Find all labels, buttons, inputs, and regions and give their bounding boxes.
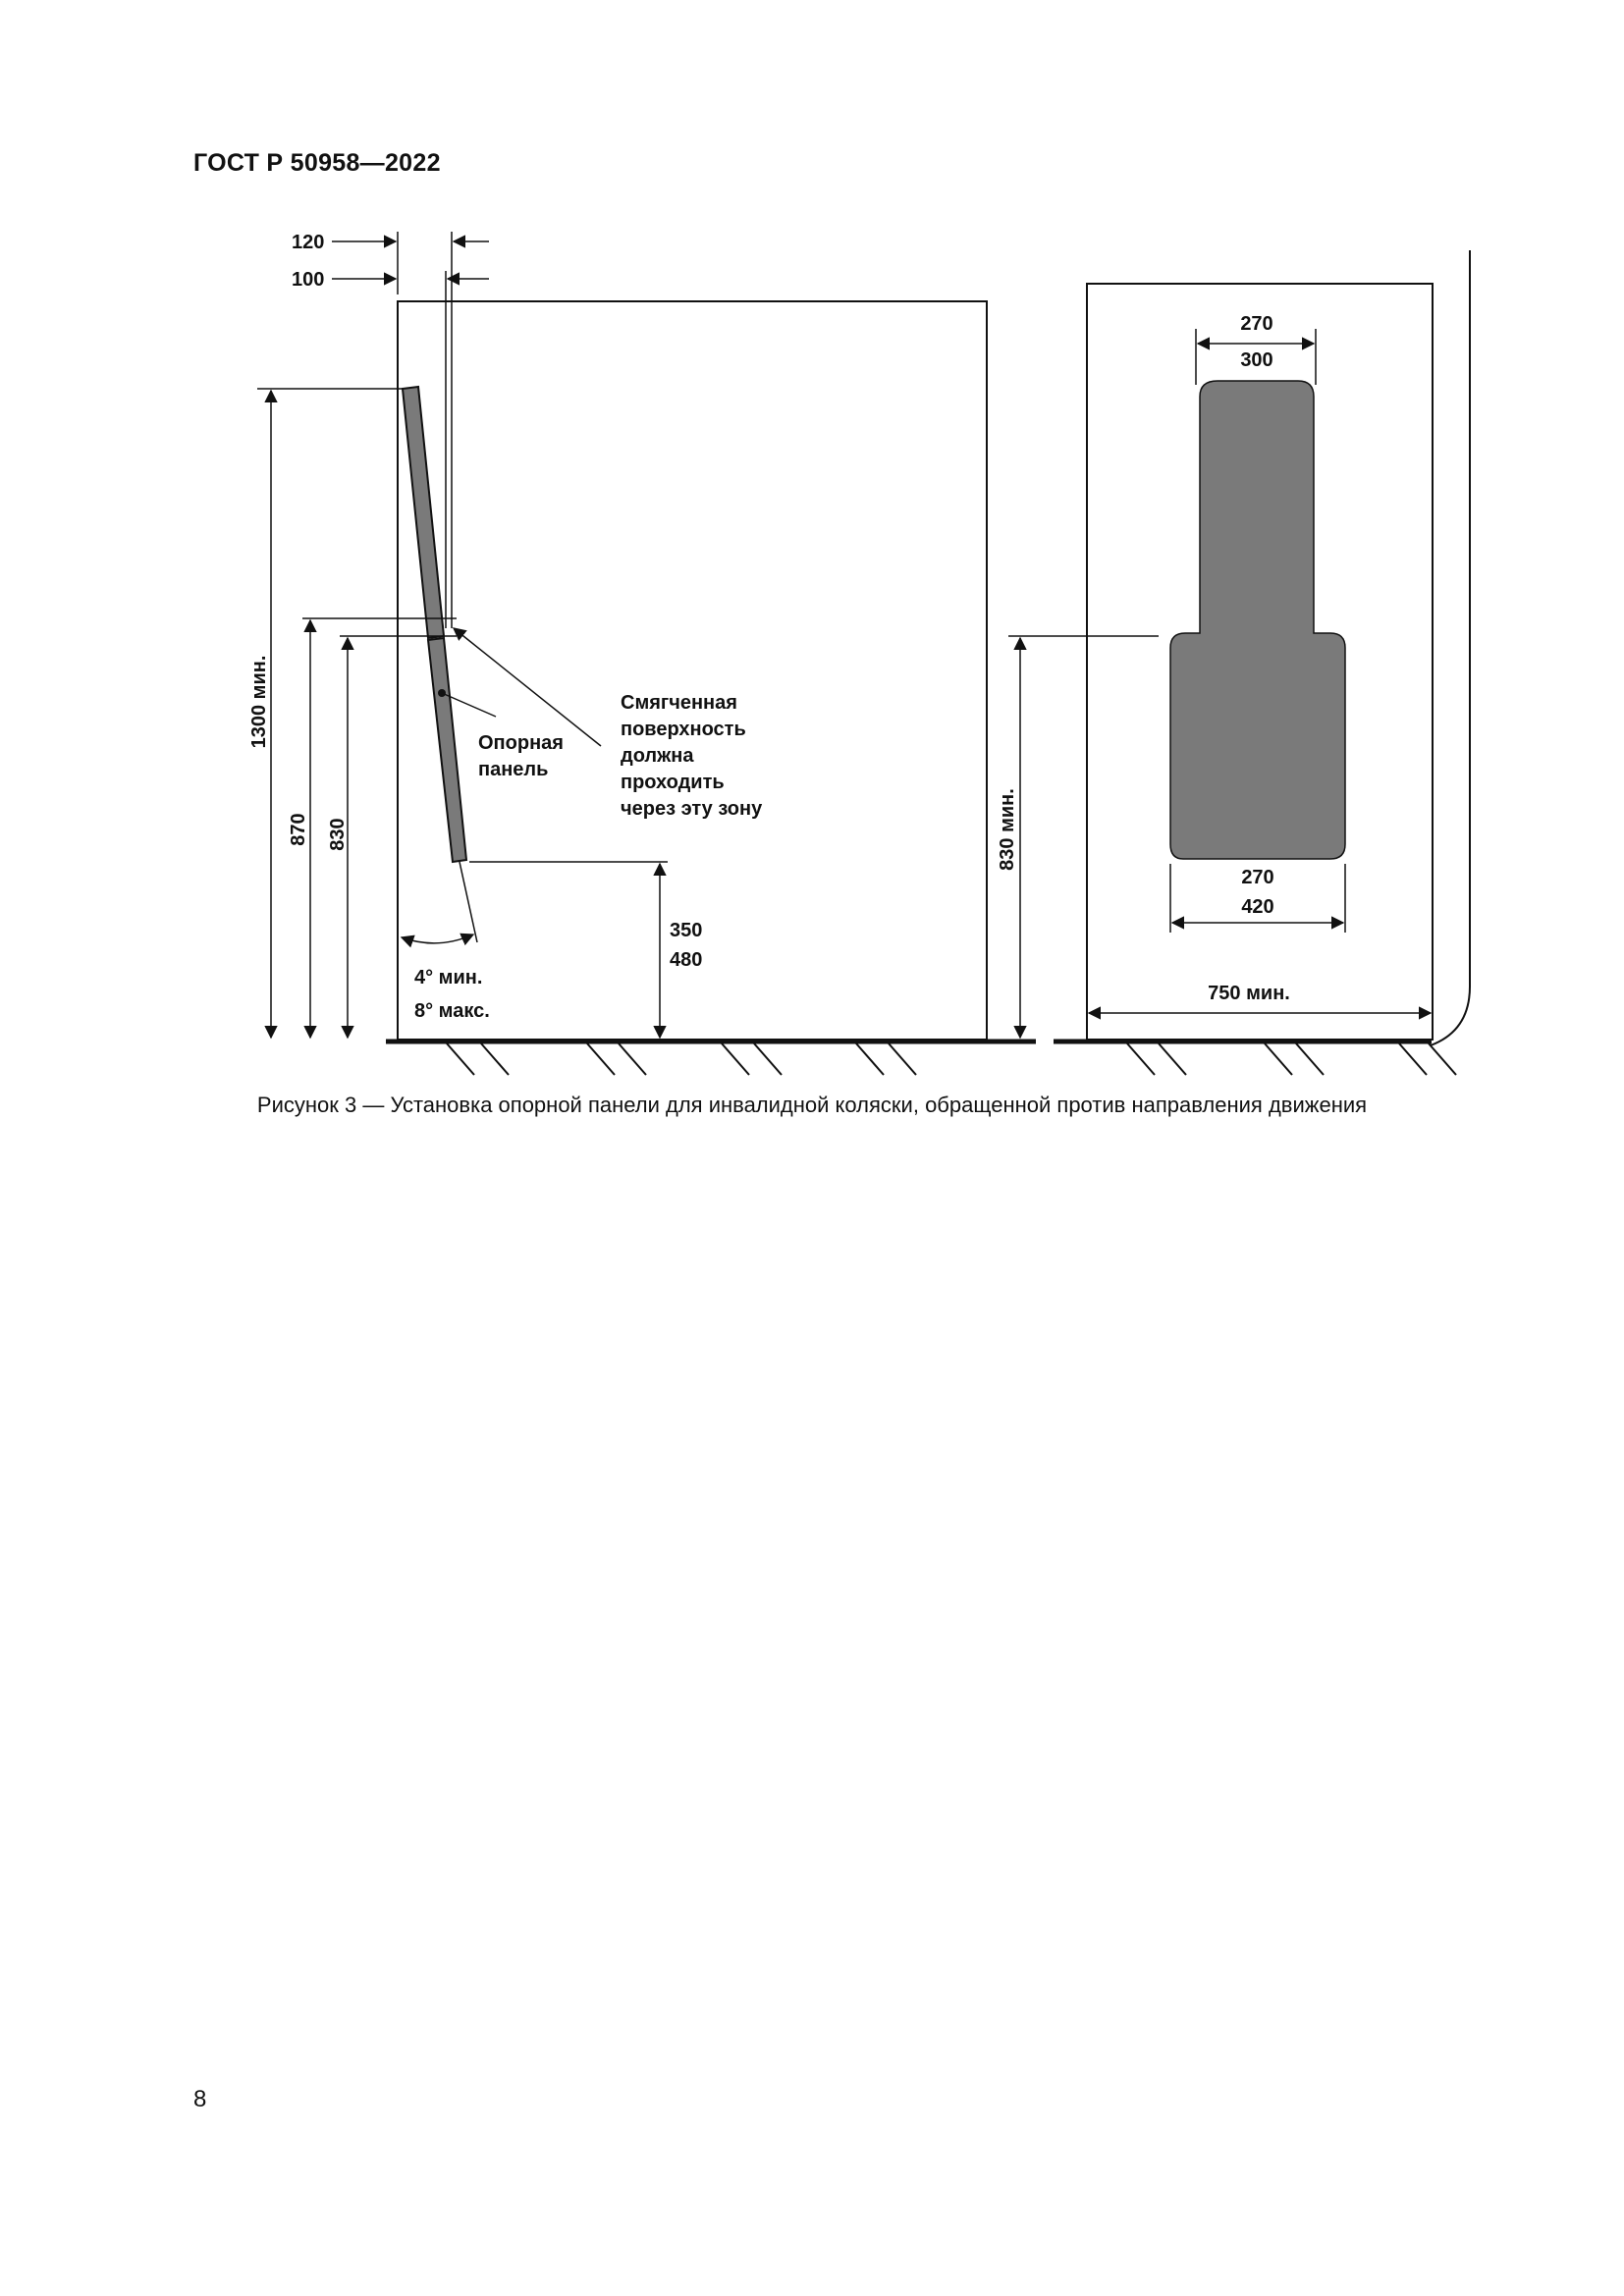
dim-1300: 1300 мин. [248, 655, 270, 749]
dim-870: 870 [288, 813, 309, 846]
note-line-5: через эту зону [621, 798, 763, 820]
vehicle-wall [1431, 250, 1470, 1045]
dim-830: 830 [327, 818, 349, 851]
support-panel-side [403, 387, 466, 862]
dim-350: 350 [670, 920, 703, 941]
dim-120: 120 [292, 232, 325, 253]
page-number: 8 [193, 2086, 207, 2112]
front-dim-270-top: 270 [1240, 313, 1273, 335]
support-panel-front [1170, 381, 1345, 859]
panel-label-1: Опорная [478, 732, 564, 754]
dim-480: 480 [670, 949, 703, 971]
panel-label-2: панель [478, 759, 549, 780]
front-dim-750: 750 мин. [1208, 983, 1290, 1004]
front-dim-420: 420 [1241, 896, 1274, 918]
panel-dot [438, 689, 446, 697]
front-dim-830: 830 мин. [997, 788, 1018, 871]
angle-min: 4° мин. [414, 967, 483, 988]
figure-caption: Рисунок 3 — Установка опорной панели для инвалидной коляски, обращенной против направления движения [256, 1093, 1368, 1117]
document-header: ГОСТ Р 50958—2022 [193, 149, 441, 177]
floor-hatching [447, 1043, 1456, 1075]
dim-100: 100 [292, 269, 325, 291]
note-line-3: должна [621, 745, 694, 767]
note-line-4: проходить [621, 772, 725, 793]
front-dim-300: 300 [1240, 349, 1273, 371]
front-dim-270-bottom: 270 [1241, 867, 1274, 888]
note-line-2: поверхность [621, 719, 746, 740]
angle-max: 8° макс. [414, 1000, 490, 1022]
note-line-1: Смягченная [621, 692, 737, 714]
